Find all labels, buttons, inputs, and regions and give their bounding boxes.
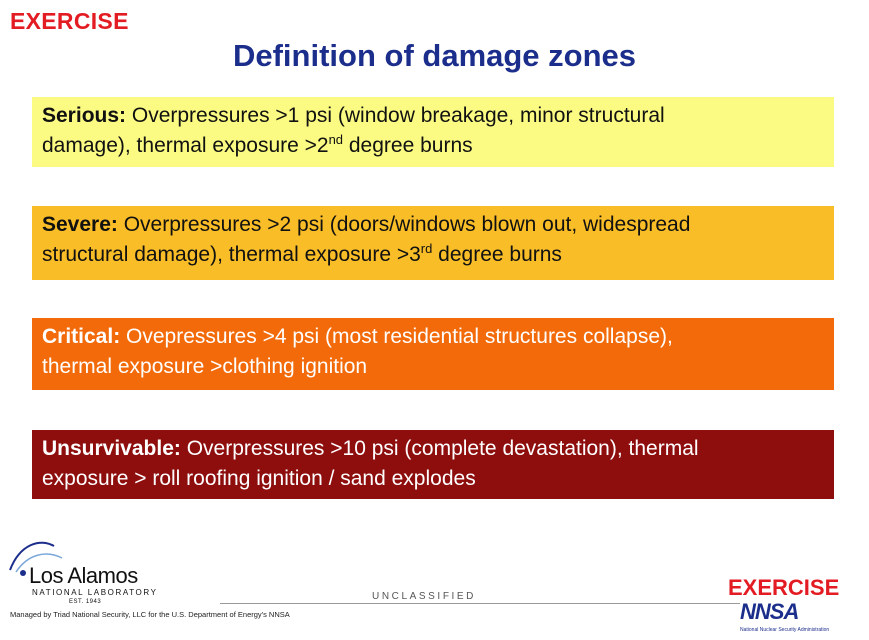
nnsa-logo-text: NNSA bbox=[740, 599, 799, 624]
zone-critical-box bbox=[32, 318, 834, 390]
nnsa-subtitle: National Nuclear Security Administration bbox=[740, 627, 830, 633]
page-title: Definition of damage zones bbox=[232, 38, 637, 73]
zone-text-line2: damage), thermal exposure >2 bbox=[42, 134, 329, 157]
zone-name: Severe: bbox=[42, 213, 118, 236]
zone-name: Unsurvivable: bbox=[42, 437, 181, 460]
zone-text-line2-end: degree burns bbox=[432, 243, 562, 266]
los-alamos-logo bbox=[6, 536, 196, 616]
exercise-label-bottom: EXERCISE bbox=[728, 575, 840, 600]
zone-unsurvivable-box bbox=[32, 430, 834, 499]
classification-label: UNCLASSIFIED bbox=[372, 591, 476, 602]
zone-text-line1: Overpressures >10 psi (complete devastation), thermal bbox=[180, 437, 699, 460]
zone-text-line1: Overpressures >2 psi (doors/windows blown out, widespread bbox=[117, 213, 691, 236]
footer-divider bbox=[220, 603, 740, 604]
ordinal-suffix: nd bbox=[328, 132, 344, 147]
zone-text-line2: structural damage), thermal exposure >3 bbox=[42, 243, 421, 266]
zone-name: Serious: bbox=[42, 104, 127, 127]
managed-by-text: Managed by Triad National Security, LLC for the U.S. Department of Energy's NNSA bbox=[10, 610, 290, 619]
zone-text-line2-end: degree burns bbox=[343, 134, 473, 157]
zone-severe-box bbox=[32, 206, 834, 280]
zone-name: Critical: bbox=[42, 325, 121, 348]
logo-established: EST. 1943 bbox=[69, 599, 102, 605]
zone-text-line2: thermal exposure >clothing ignition bbox=[42, 355, 368, 378]
logo-name: Los Alamos bbox=[29, 563, 138, 588]
logo-subtitle: NATIONAL LABORATORY bbox=[32, 588, 158, 597]
zone-serious-box bbox=[32, 97, 834, 167]
nnsa-logo bbox=[740, 599, 850, 637]
exercise-label-top: EXERCISE bbox=[10, 8, 129, 34]
zone-text-line1: Ovepressures >4 psi (most residential structures collapse), bbox=[120, 325, 673, 348]
zone-text-line1: Overpressures >1 psi (window breakage, minor structural bbox=[126, 104, 665, 127]
ordinal-suffix: rd bbox=[420, 241, 433, 256]
zone-text-line2: exposure > roll roofing ignition / sand explodes bbox=[42, 467, 476, 490]
